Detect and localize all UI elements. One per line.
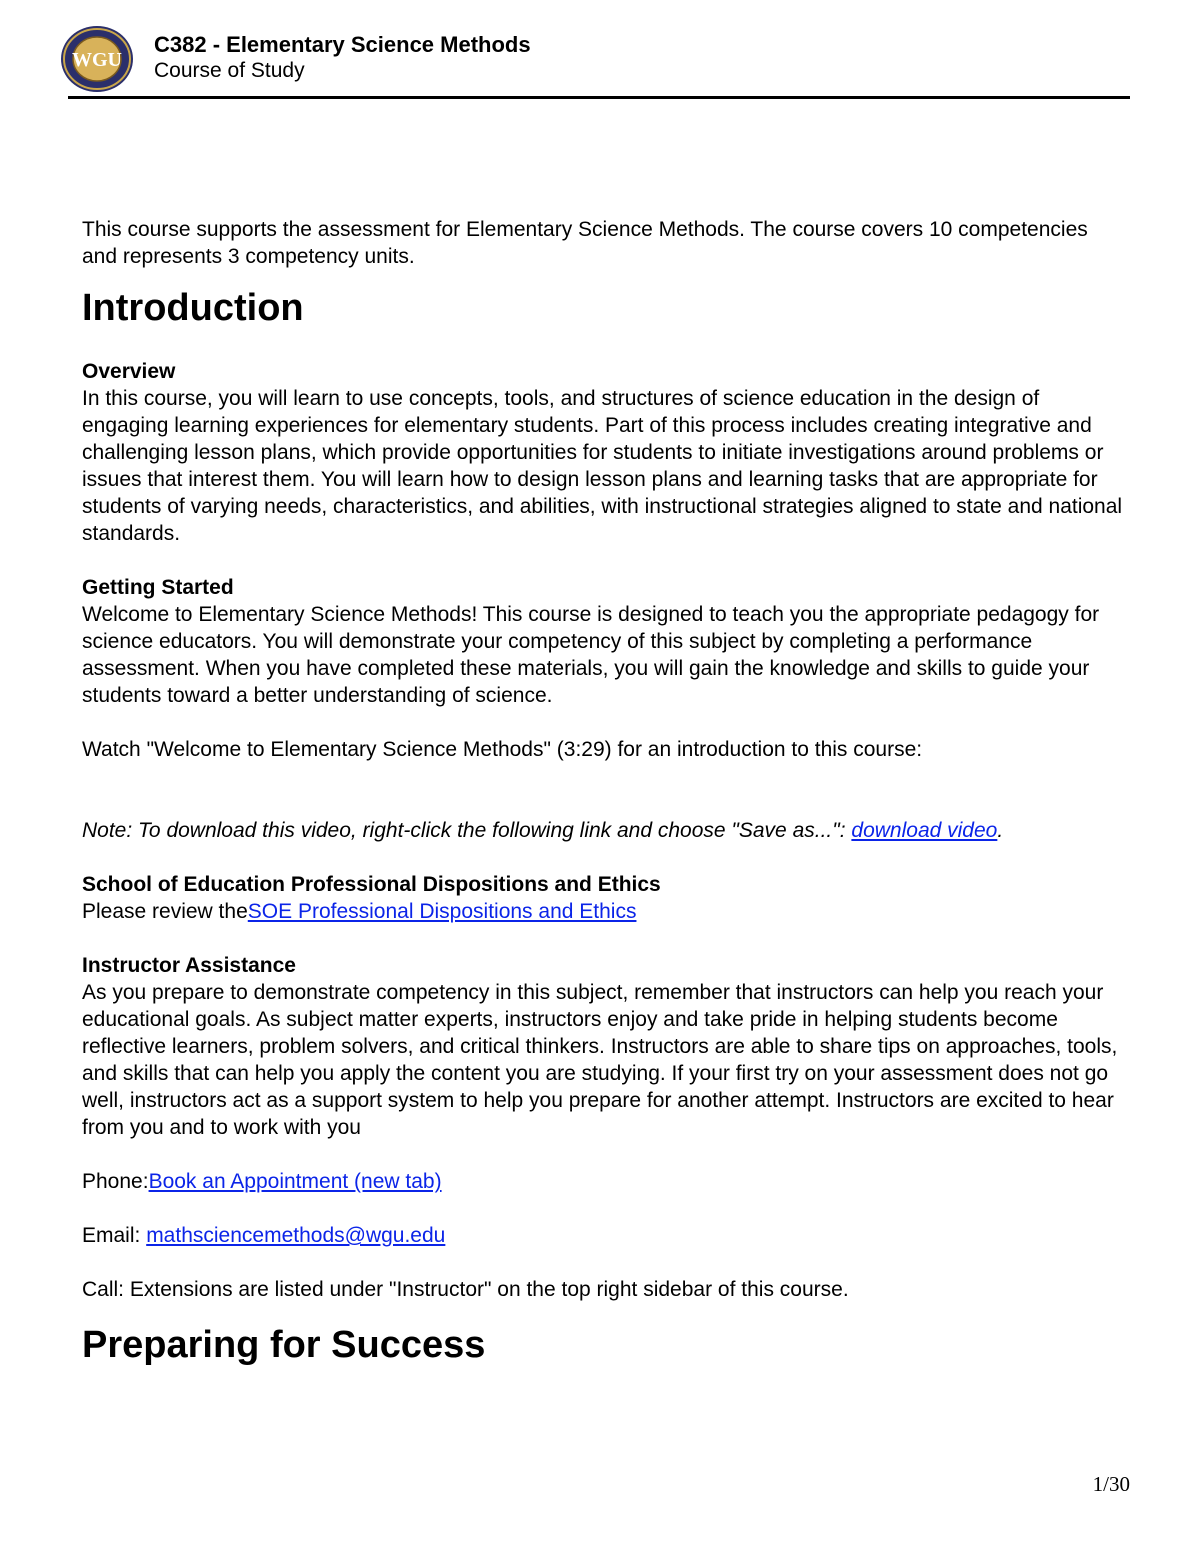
course-subtitle: Course of Study <box>154 59 305 82</box>
download-video-link[interactable]: download video <box>851 819 998 842</box>
watch-video-text: Watch "Welcome to Elementary Science Methods" (3:29) for an introduction to this course: <box>82 738 923 761</box>
introduction-heading: Introduction <box>82 287 304 329</box>
getting-started-body: Welcome to Elementary Science Methods! This course is designed to teach you the appropriate pedagogy for science educators. You will demonstrate your competency of this subject by completing a performance assessment. When you have completed these materials, you will gain the knowledge and skills to guide your students toward a better understanding of science. <box>82 603 1100 707</box>
wgu-seal-logo <box>58 24 136 94</box>
preparing-for-success-heading: Preparing for Success <box>82 1324 486 1366</box>
call-text: Extensions are listed under "Instructor" on the top right sidebar of this course. <box>129 1278 849 1301</box>
overview-body: In this course, you will learn to use concepts, tools, and structures of science education in the design of engaging learning experiences for elementary students. Part of this process includes creating integrative and challenging lesson plans, which provide opportunities for students to initiate investigations around problems or issues that interest them. You will learn how to design lesson plans and learning tasks that are appropriate for students of varying needs, characteristics, and abilities, with instructional strategies aligned to state and national standards. <box>82 387 1123 545</box>
download-note <box>82 817 1127 844</box>
call-label: Call: <box>82 1278 130 1301</box>
book-appointment-link[interactable]: Book an Appointment (new tab) <box>148 1170 442 1193</box>
phone-label: Phone: <box>82 1170 149 1193</box>
document-header <box>58 24 1130 100</box>
download-note-suffix: . <box>997 819 1004 842</box>
soe-title: School of Education Professional Dispositions and Ethics <box>82 873 661 896</box>
page-number: 1/30 <box>1092 1472 1130 1496</box>
instructor-assistance-body: As you prepare to demonstrate competency in this subject, remember that instructors can help you reach your educational goals. As subject matter experts, instructors enjoy and take pride in helping students become reflective learners, problem solvers, and critical thinkers. Instructors are able to share tips on approaches, tools, and skills that can help you apply the content you are studying. If your first try on your assessment does not go well, instructors act as a support system to help you prepare for another attempt. Instructors are excited to hear from you and to work with you <box>82 981 1118 1139</box>
course-intro-text: This course supports the assessment for Elementary Science Methods. The course covers 10 competencies and represents 3 competency units. <box>82 218 1088 268</box>
logo-text: WGU <box>72 49 122 71</box>
phone-line <box>82 1168 1127 1195</box>
getting-started-title: Getting Started <box>82 576 234 599</box>
overview-title: Overview <box>82 360 176 383</box>
email-label: Email: <box>82 1224 147 1247</box>
soe-review-line <box>82 898 1127 925</box>
document-body <box>82 216 1127 1395</box>
header-divider <box>68 96 1130 99</box>
soe-review-prefix: Please review the <box>82 900 248 923</box>
email-line <box>82 1222 1127 1249</box>
course-code-title: C382 - Elementary Science Methods <box>154 32 531 57</box>
download-note-text: Note: To download this video, right-click the following link and choose "Save as...": <box>82 819 852 842</box>
soe-ethics-link[interactable]: SOE Professional Dispositions and Ethics <box>247 900 637 923</box>
call-line <box>82 1276 1127 1303</box>
instructor-assistance-title: Instructor Assistance <box>82 954 296 977</box>
instructor-email-link[interactable]: mathsciencemethods@wgu.edu <box>146 1224 446 1247</box>
